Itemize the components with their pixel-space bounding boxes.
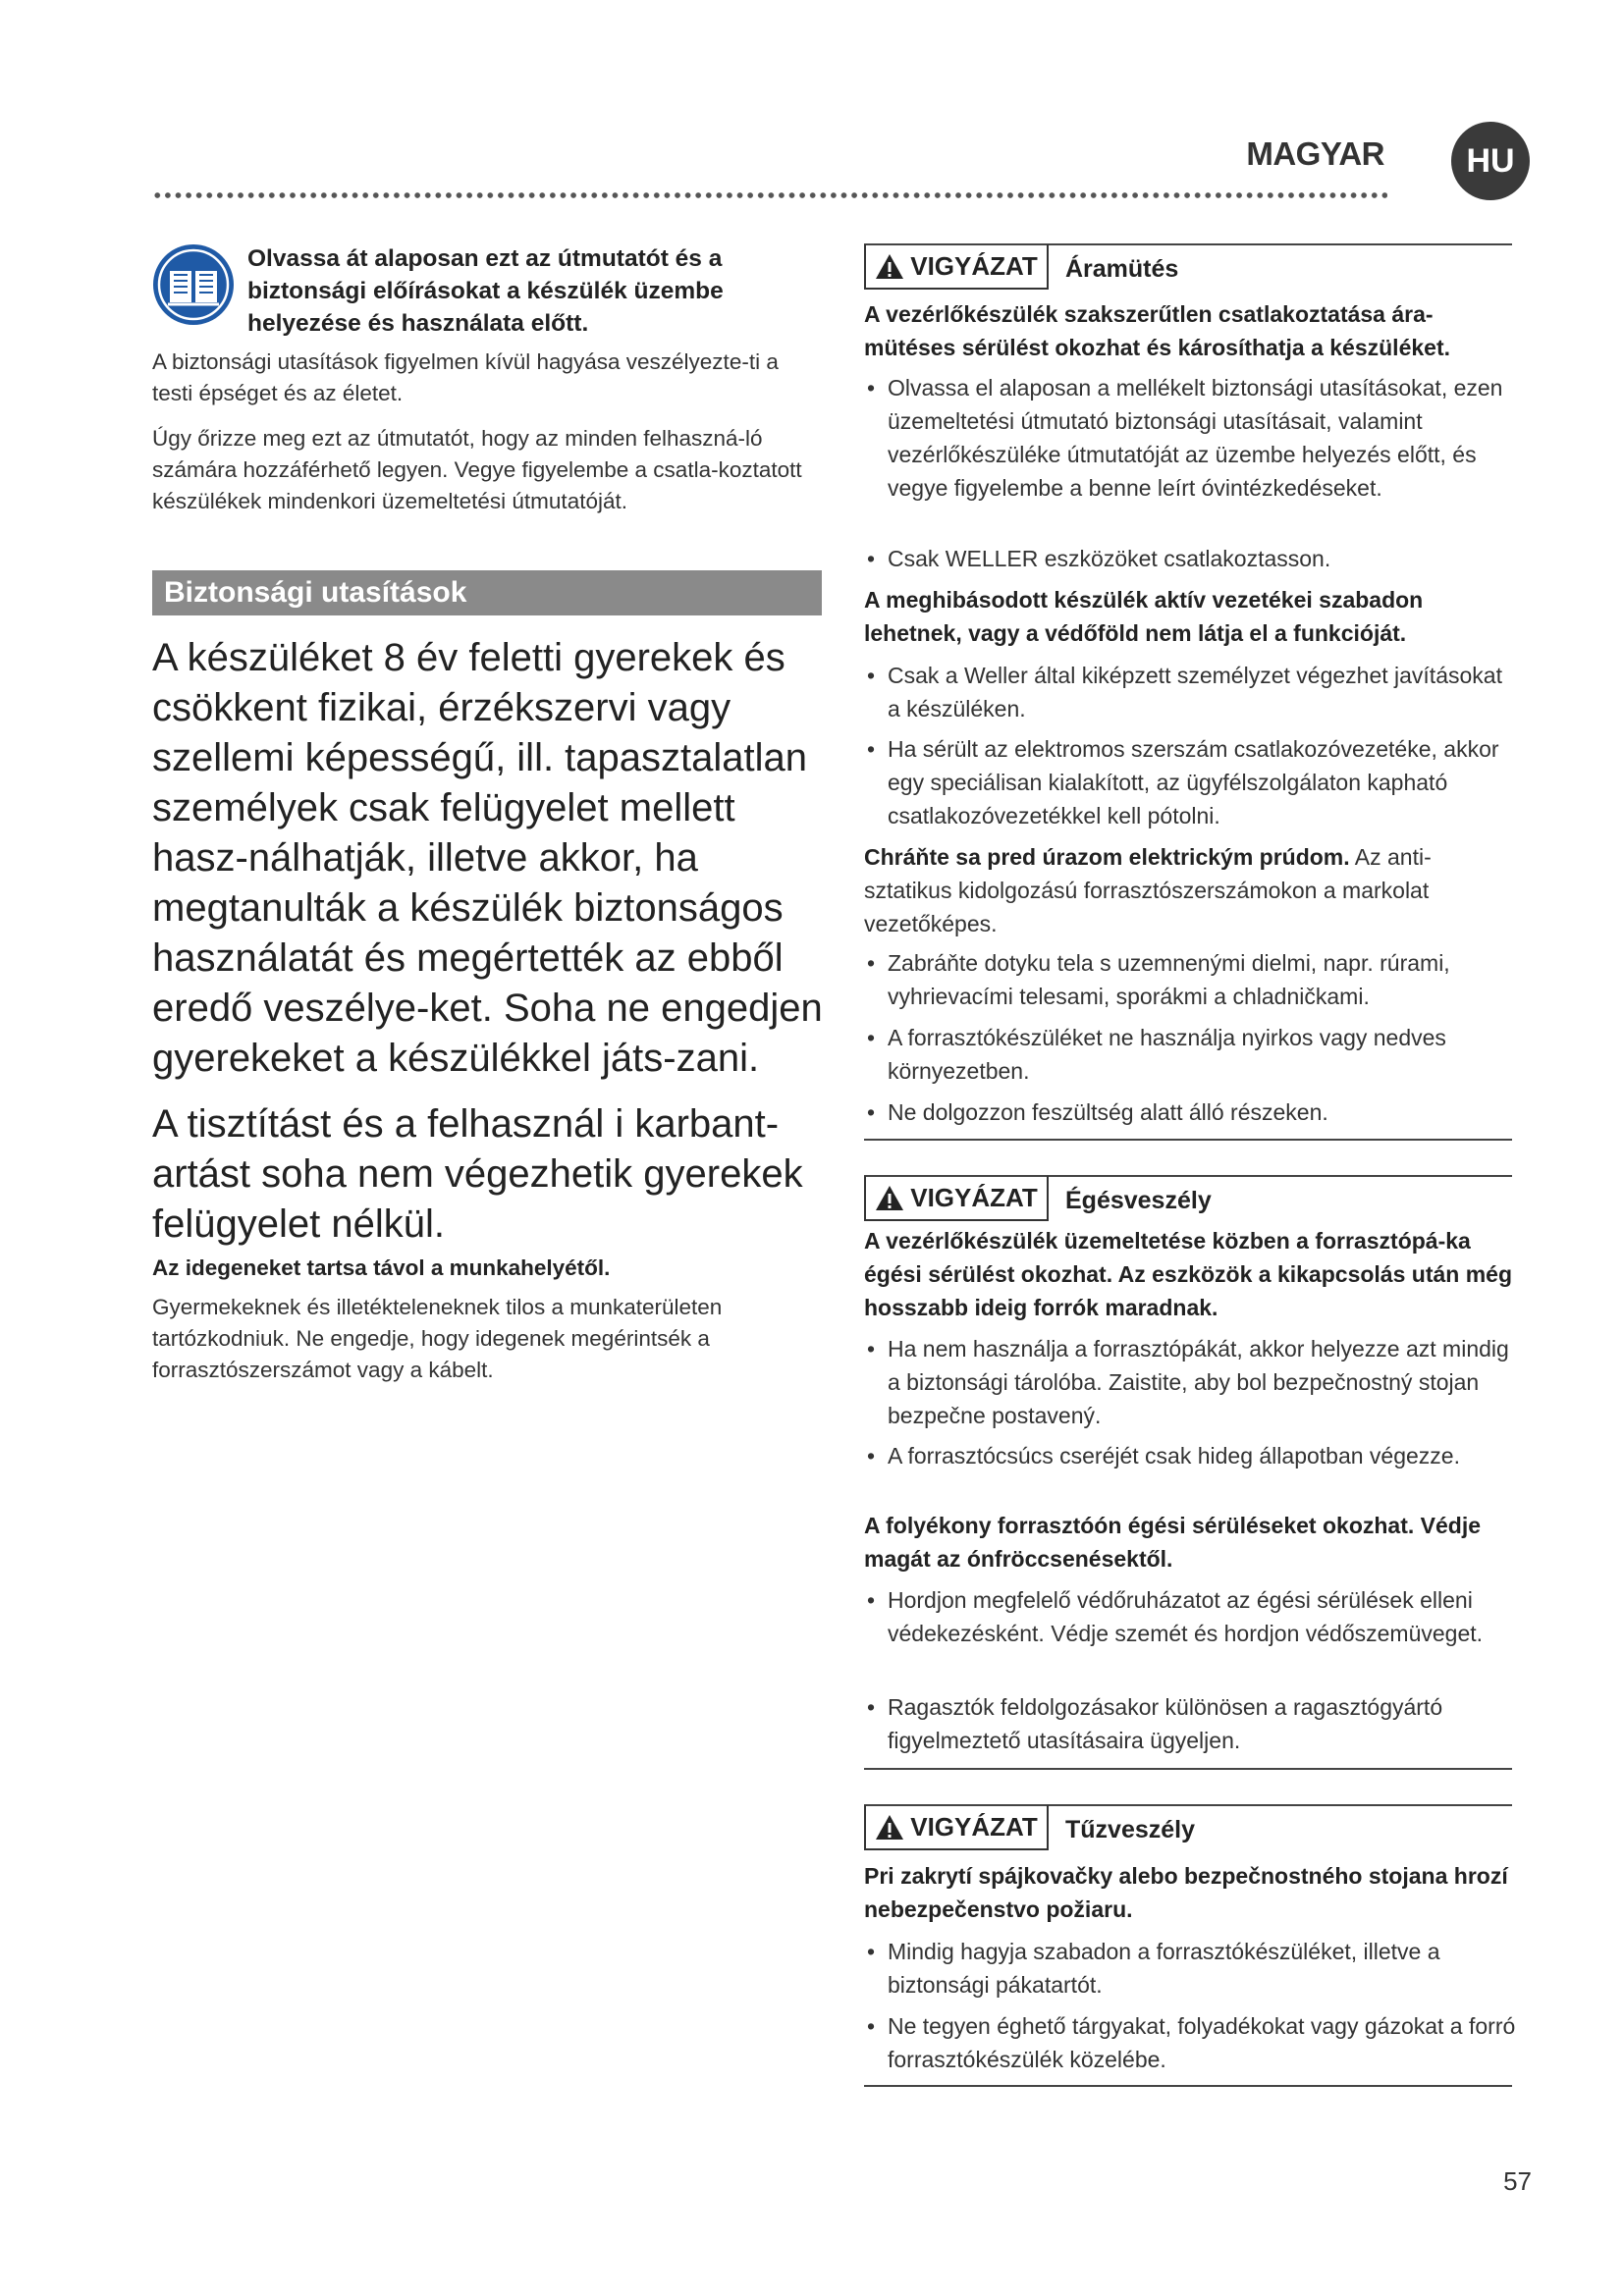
list-item: • Ne tegyen éghető tárgyakat, folyadékokat vagy gázokat a forró forrasztókészülék közelébe.: [867, 2013, 1516, 2072]
divider: [864, 1139, 1512, 1141]
list-item: • Ha sérült az elektromos szerszám csatlakozóvezetéke, akkor egy speciálisan kialakított, az ügyfélszolgálaton kapható csatlakozóvezetékkel kell pótolni.: [867, 736, 1499, 828]
cleaning-safety-text: A tisztítást és a felhasznál i karbant-artást soha nem végezhetik gyerekek felügyelet nélkül.: [152, 1102, 803, 1246]
warning-bold-text: A vezérlőkészülék üzemeltetése közben a forrasztópá-ka égési sérülést okozhat. Az eszközök a kikapcsolás után még hosszabb ideig forrók maradnak.: [864, 1228, 1513, 1320]
warning-triangle-icon: [875, 253, 904, 280]
warning-bold-text: A vezérlőkészülék szakszerűtlen csatlakoztatása ára-mütéses sérülést okozhat és károsíthatja a készüléket.: [864, 301, 1450, 360]
paragraph-warning: A biztonsági utasítások figyelmen kívül hagyása veszélyezte-ti a testi épséget és az életet.: [152, 349, 779, 405]
warning-bold-text: Pri zakrytí spájkovačky alebo bezpečnostného stojana hrozí nebezpečenstvo požiaru.: [864, 1863, 1508, 1922]
warning-label-box: [864, 244, 1049, 290]
warning-bold-text: A folyékony forrasztóón égési sérüléseket okozhat. Védje magát az ónfröccsenésektől.: [864, 1513, 1482, 1572]
warning-label-box: [864, 1176, 1049, 1221]
children-safety-text: A készüléket 8 év feletti gyerekek és csökkent fizikai, érzékszervi vagy szellemi képességű, ill. tapasztalatlan személyek csak felügyelet mellett hasz-nálhatják, illetve akkor, ha megtanulták a készülék biztonságos használatát és megértették az ebből eredő veszélye-ket. Soha ne engedjen gyerekeket a készülékkel játs-zani.: [152, 636, 823, 1080]
warning-title: Áramütés: [1065, 255, 1179, 283]
subheading-strangers: Az idegeneket tartsa távol a munkahelyétől.: [152, 1255, 611, 1280]
list-item: • Olvassa el alaposan a mellékelt biztonsági utasításokat, ezen üzemeltetési útmutató biztonsági utasításait, valamint vezérlőkészüléke útmutatóját az üzembe helyezés előtt, és vegye figyelembe a benne leírt óvintézkedéseket.: [867, 375, 1503, 501]
divider: [864, 1768, 1512, 1770]
warning-label: VIGYÁZAT: [910, 1811, 1038, 1842]
list-item: • Ne dolgozzon feszültség alatt álló részeken.: [867, 1099, 1328, 1125]
book-icon: [152, 243, 235, 326]
list-item: • A forrasztócsúcs cseréjét csak hideg állapotban végezze.: [867, 1443, 1460, 1468]
list-item: • Zabráňte dotyku tela s uzemnenými dielmi, napr. rúrami, vyhrievacími telesami, sporákmi a chladničkami.: [867, 950, 1450, 1009]
warning-label: VIGYÁZAT: [910, 250, 1038, 281]
warning-label: VIGYÁZAT: [910, 1182, 1038, 1212]
page-number: 57: [1503, 2166, 1532, 2196]
warning-triangle-icon: [875, 1185, 904, 1211]
paragraph-strangers: Gyermekeknek és illetékteleneknek tilos a munkaterületen tartózkodniuk. Ne engedje, hogy idegenek megérintsék a forrasztószerszámot vagy a kábelt.: [152, 1295, 723, 1382]
warning-label-box: [864, 1805, 1049, 1850]
header-dotted-divider: [152, 192, 1387, 198]
header-language: MAGYAR: [1246, 135, 1384, 172]
list-item: • Csak a Weller által kiképzett személyzet végezhet javításokat a készüléken.: [867, 663, 1502, 721]
section-title-bar: Biztonsági utasítások: [152, 570, 822, 615]
warning-triangle-icon: [875, 1814, 904, 1841]
list-item: • Ha nem használja a forrasztópákát, akkor helyezze azt mindig a biztonsági tárolóba. Zaistite, aby bol bezpečnostný stojan bezpečne postavený.: [867, 1336, 1509, 1428]
warning-bold-text: A meghibásodott készülék aktív vezetékei szabadon lehetnek, vagy a védőföld nem látja el a funkcióját.: [864, 587, 1424, 646]
list-item: • Hordjon megfelelő védőruházatot az égési sérülések elleni védekezésként. Védje szemét és hordjon védőszemüveget.: [867, 1587, 1484, 1646]
list-item: • Ragasztók feldolgozásakor különösen a ragasztógyártó figyelmeztető utasításaira ügyeljen.: [867, 1694, 1443, 1753]
list-item: • Csak WELLER eszközöket csatlakoztasson.: [867, 546, 1331, 571]
paragraph-keep-manual: Úgy őrizze meg ezt az útmutatót, hogy az minden felhaszná-ló számára hozzáférhető legyen. Vegye figyelembe a csatla-koztatott készülékek mindenkori üzemeltetési útmutatóját.: [152, 426, 802, 513]
language-badge: HU: [1451, 122, 1530, 200]
divider: [864, 2085, 1512, 2087]
warning-title: Égésveszély: [1065, 1187, 1212, 1214]
warning-title: Tűzveszély: [1065, 1816, 1196, 1843]
list-item: • A forrasztókészüléket ne használja nyirkos vagy nedves környezetben.: [867, 1025, 1446, 1084]
antistatic-paragraph: Chráňte sa pred úrazom elektrickým prúdom. Az anti-sztatikus kidolgozású forrasztószerszámokon a markolat vezetőképes.: [864, 844, 1432, 936]
list-item: • Mindig hagyja szabadon a forrasztókészüléket, illetve a biztonsági pákatartót.: [867, 1939, 1440, 1998]
intro-notice: Olvassa át alaposan ezt az útmutatót és a biztonsági előírásokat a készülék üzembe helyezése és használata előtt.: [247, 245, 724, 337]
